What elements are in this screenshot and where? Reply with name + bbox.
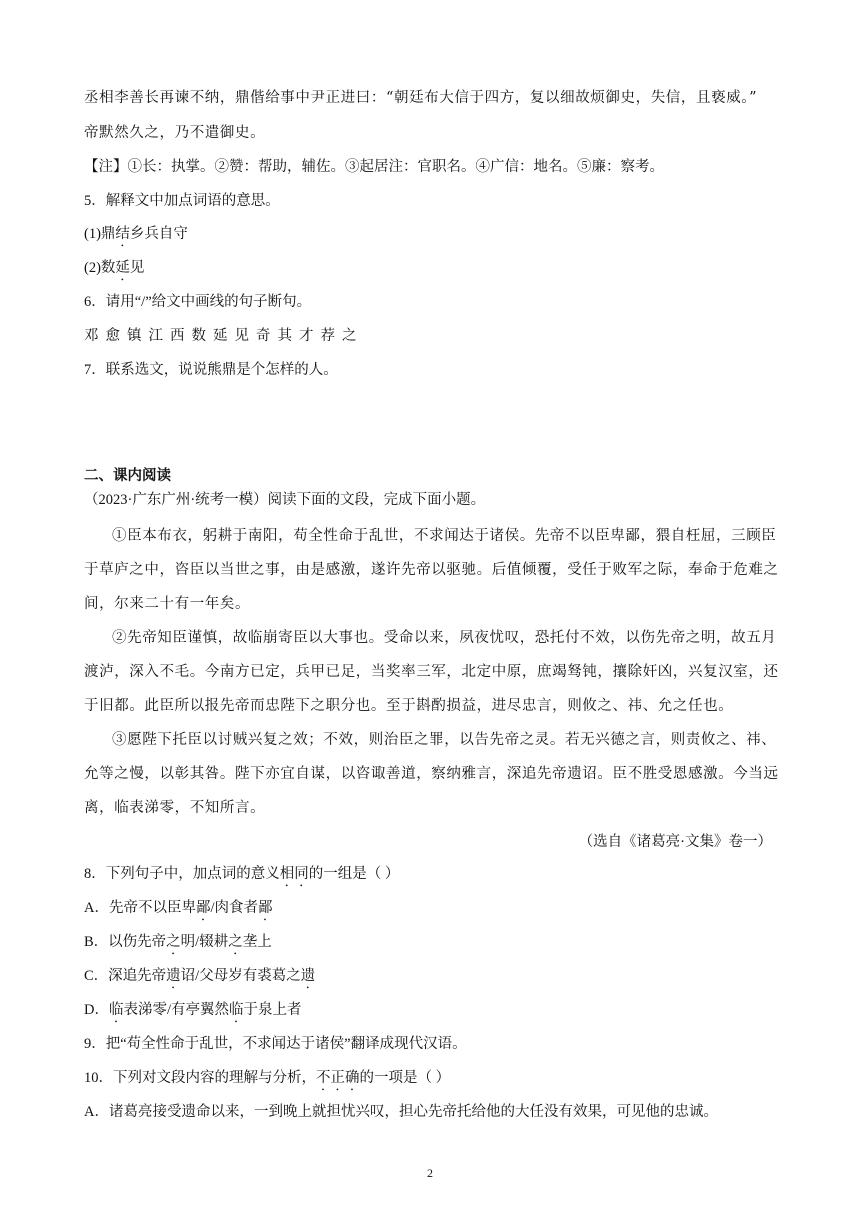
dotted-word: 遗 [300,968,316,984]
option-text: B．以伤先帝 [84,934,167,950]
title-text: 的一组是（ ） [308,866,400,882]
question-5-item-1 [84,224,188,250]
passage-line: 帝默然久之，乃不遣御史。 [84,125,266,141]
dotted-word: 鄙 [258,900,273,916]
option-text: 垄上 [242,934,272,950]
question-5-title: 5．解释文中加点词语的意思。 [84,193,280,209]
option-b [84,932,272,958]
dotted-word: 临 [229,1002,244,1018]
title-text: 10．下列对文段内容的理解与分析， [84,1070,316,1086]
option-text: 于泉上者 [243,1002,302,1018]
option-d [84,1000,302,1026]
option-text: A．先帝不以臣卑 [84,900,196,916]
item-text: 乡兵自守 [129,226,188,242]
passage-line: 允等之慢，以彰其咎。陛下亦宜自谋，以咨诹善道，察纳雅言，深追先帝遗诏。臣不胜受恩感激。今当远 [84,766,779,782]
passage-line: ②先帝知臣谨慎，故临崩寄臣以大事也。受命以来，夙夜忧叹，恐托付不效，以伤先帝之明，故五月 [112,630,777,646]
title-text: 的一项是（ ） [359,1070,451,1086]
section-source: （2023·广东广州·统考一模）阅读下面的文段，完成下面小题。 [84,492,486,508]
passage-line: 离，临表涕零，不知所言。 [84,800,266,816]
option-c [84,966,315,992]
dotted-word: 不正确 [316,1070,360,1086]
option-text: D． [84,1002,109,1018]
item-text: (1)鼎 [84,226,116,242]
item-text: (2)数 [84,260,116,276]
question-8-title [84,864,399,890]
section-heading: 二、课内阅读 [84,468,171,484]
page-number: 2 [427,1166,433,1180]
option-text: /肉食者 [210,900,259,916]
question-10-title [84,1068,450,1094]
option-a: A．诸葛亮接受遗命以来，一到晚上就担忧兴叹，担心先帝托给他的大任没有效果，可见他的忠诚。 [84,1104,718,1120]
item-text: 见 [129,260,145,276]
question-7-title: 7．联系选文，说说熊鼎是个怎样的人。 [84,362,338,378]
question-6-sentence: 邓愈镇江西数延见奇其才荐之 [84,328,364,344]
question-9-title: 9．把“苟全性命于乱世，不求闻达于诸侯”翻译成现代汉语。 [84,1036,467,1052]
passage-line: 丞相李善长再谏不纳，鼎偕给事中尹正进曰：“朝廷布大信于四方，复以细故烦御史，失信，且亵威。” [84,90,758,106]
dotted-word: 临 [108,1002,124,1018]
option-a [84,898,273,924]
dotted-word: 结 [115,226,130,242]
option-text: 诏/父母岁有裘葛之 [180,968,301,984]
passage-line: 渡泸，深入不毛。今南方已定，兵甲已足，当奖率三军，北定中原，庶竭驽钝，攘除奸凶，兴复汉室，还 [84,664,779,680]
dotted-word: 鄙 [195,900,211,916]
dotted-word: 延 [115,260,130,276]
passage-line: 间，尔来二十有一年矣。 [84,596,251,612]
dotted-word: 之 [166,934,181,950]
passage-citation: （选自《诸葛亮·文集》卷一） [578,834,772,850]
option-text: 表涕零/有亭翼然 [123,1002,230,1018]
dotted-word: 相同 [279,866,309,882]
passage-line: 于草庐之中，咨臣以当世之事，由是感激，遂许先帝以驱驰。后值倾覆，受任于败军之际，奉命于危难之 [84,562,779,578]
question-5-item-2 [84,258,144,284]
title-text: 8．下列句子中，加点词的意义 [84,866,280,882]
option-text: 明/辍耕 [180,934,229,950]
option-text: C．深追先帝 [84,968,167,984]
passage-line: ③愿陛下托臣以讨贼兴复之效；不效，则治臣之罪，以告先帝之灵。若无兴德之言，则责攸之、祎、 [112,732,777,748]
passage-line: 于旧都。此臣所以报先帝而忠陛下之职分也。至于斟酌损益，进尽忠言，则攸之、祎、允之任也。 [84,698,734,714]
question-6-title: 6．请用“/”给文中画线的句子断句。 [84,294,312,310]
dotted-word: 遗 [166,968,181,984]
passage-line: ①臣本布衣，躬耕于南阳，苟全性命于乱世，不求闻达于诸侯。先帝不以臣卑鄙，猥自枉屈，三顾臣 [112,528,777,544]
dotted-word: 之 [228,934,243,950]
annotation-note: 【注】①长：执掌。②赞：帮助，辅佐。③起居注：官职名。④广信：地名。⑤廉：察考。 [84,159,664,175]
